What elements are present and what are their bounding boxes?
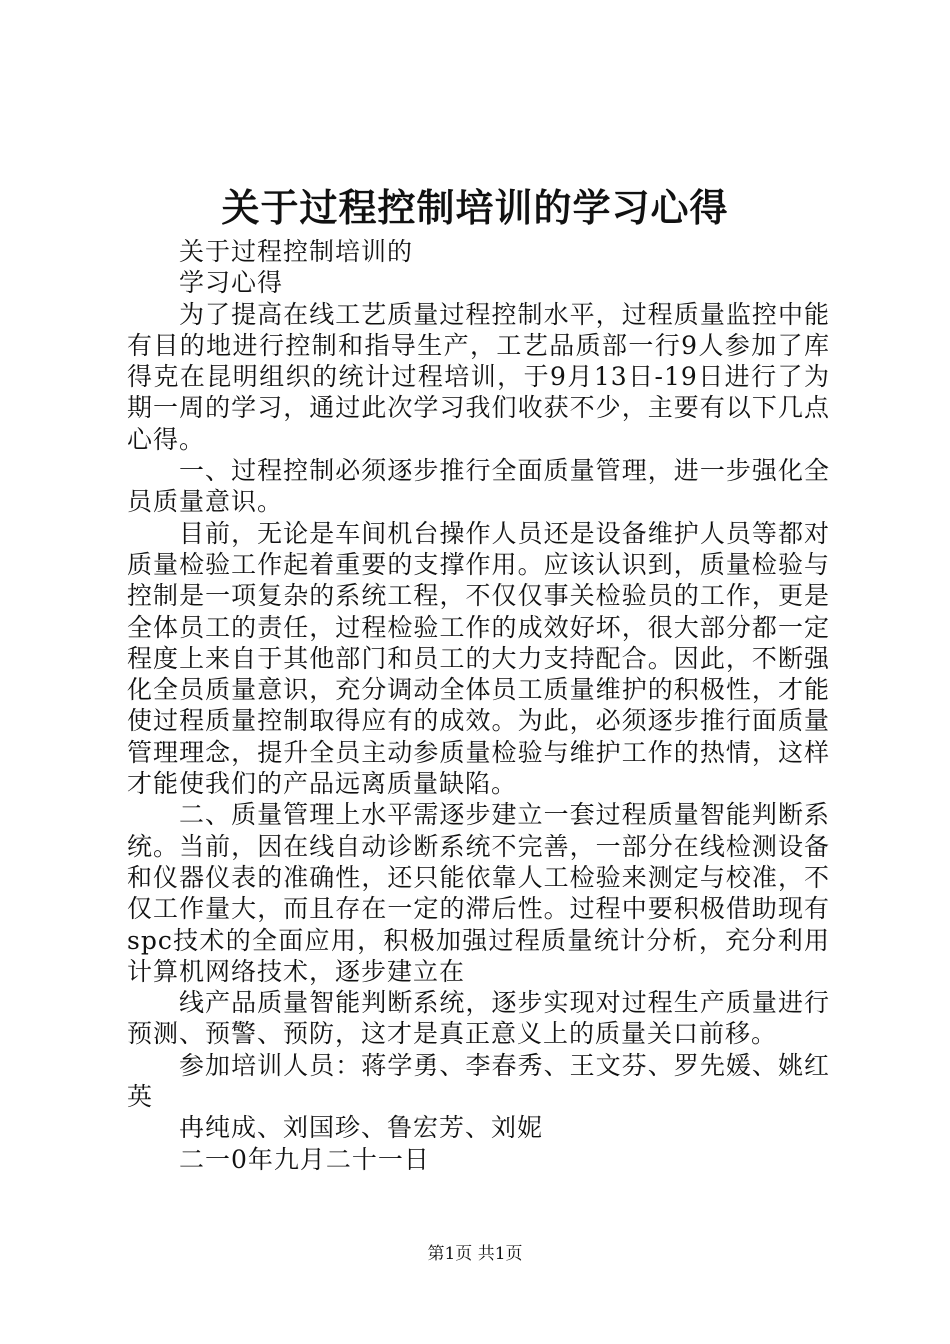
paragraph-section-one-heading: 一、过程控制必须逐步推行全面质量管理，进一步强化全员质量意识。 xyxy=(127,456,830,517)
paragraph-section-two: 二、质量管理上水平需逐步建立一套过程质量智能判断系统。当前，因在线自动诊断系统不完善，一部分在线检测设备和仪器仪表的准确性，还只能依靠人工检验来测定与校准，不仅工作量大，而且存在一定的滞后性。过程中要积极借助现有spc技术的全面应用，积极加强过程质量统计分析，充分利用计算机网络技术，逐步建立在 xyxy=(127,800,830,986)
paragraph-date: 二一0年九月二十一日 xyxy=(179,1144,430,1174)
paragraph-heading-line-2: 学习心得 xyxy=(179,268,284,298)
document-body xyxy=(127,236,830,1175)
paragraph-section-two-continued: 线产品质量智能判断系统，逐步实现对过程生产质量进行预测、预警、预防，这才是真正意义上的质量关口前移。 xyxy=(127,988,830,1049)
page-footer: 第1页 共1页 xyxy=(427,1244,523,1264)
paragraph-section-one-body: 目前，无论是车间机台操作人员还是设备维护人员等都对质量检验工作起着重要的支撑作用。应该认识到，质量检验与控制是一项复杂的系统工程，不仅仅事关检验员的工作，更是全体员工的责任，过程检验工作的成效好坏，很大部分都一定程度上来自于其他部门和员工的大力支持配合。因此，不断强化全员质量意识，充分调动全体员工质量维护的积极性，才能使过程质量控制取得应有的成效。为此，必须逐步推行面质量管理理念，提升全员主动参质量检验与维护工作的热情，这样才能使我们的产品远离质量缺陷。 xyxy=(127,518,830,799)
paragraph-intro: 为了提高在线工艺质量过程控制水平，过程质量监控中能有目的地进行控制和指导生产，工艺品质部一行9人参加了库得克在昆明组织的统计过程培训，于9月13日-19日进行了为期一周的学习，通过此次学习我们收获不少，主要有以下几点心得。 xyxy=(127,299,830,454)
paragraph-participants-continued: 冉纯成、刘国珍、鲁宏芳、刘妮 xyxy=(179,1113,544,1143)
paragraph-participants: 参加培训人员：蒋学勇、李春秀、王文芬、罗先媛、姚红英 xyxy=(127,1050,830,1112)
document-title: 关于过程控制培训的学习心得 xyxy=(221,185,729,230)
paragraph-heading-line-1: 关于过程控制培训的 xyxy=(179,237,414,266)
